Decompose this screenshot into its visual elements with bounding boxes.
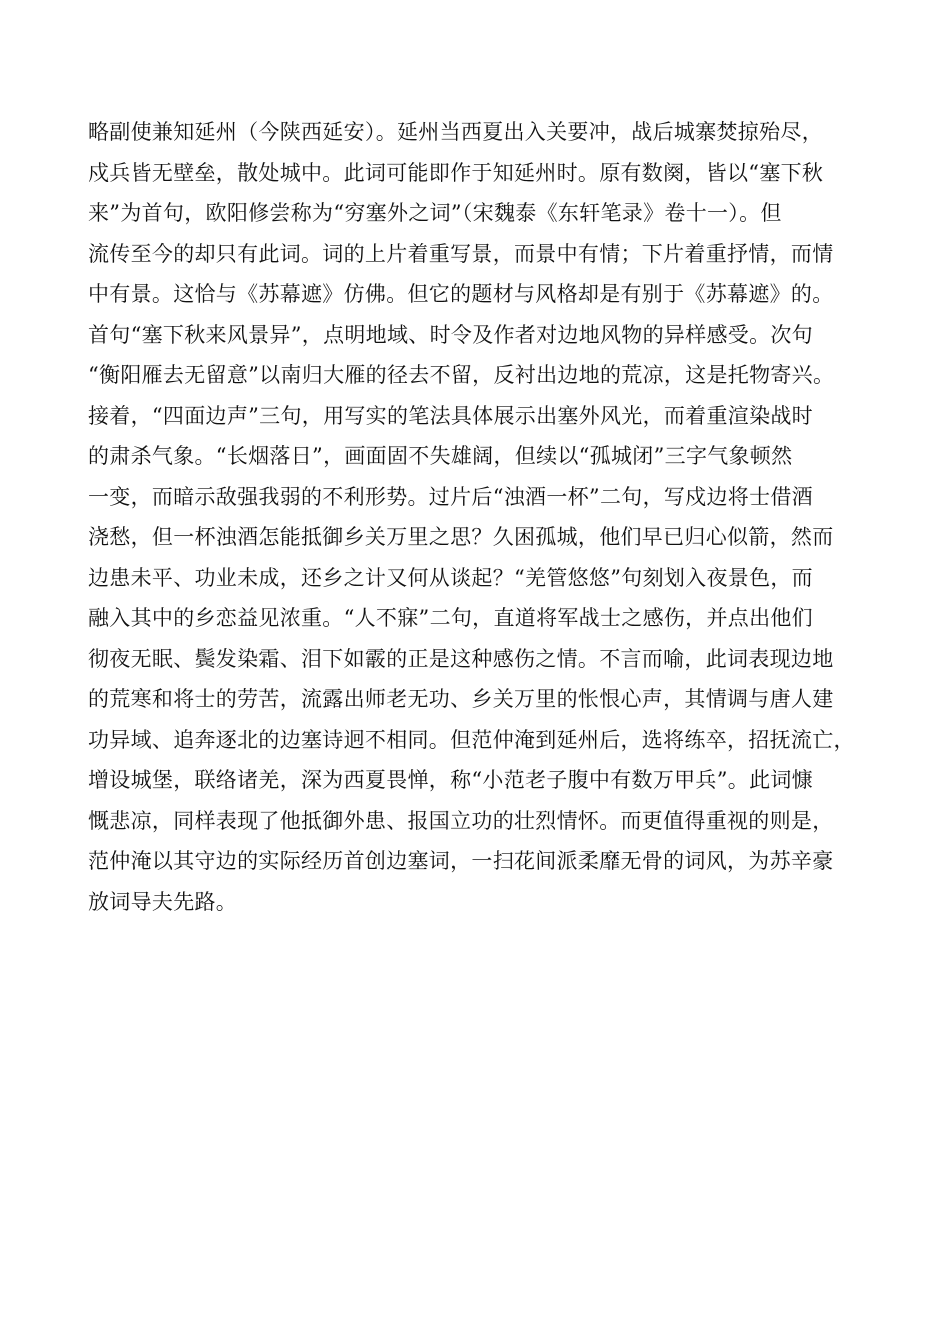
text-line: 首句“塞下秋来风景异”，点明地域、时令及作者对边地风物的异样感受。次句 xyxy=(88,322,813,347)
text-line: 范仲淹以其守边的实际经历首创边塞词，一扫花间派柔靡无骨的词风，为苏辛豪 xyxy=(88,849,834,873)
text-line: 中有景。这恰与《苏幕遮》仿佛。但它的题材与风格却是有别于《苏幕遮》的。 xyxy=(88,282,834,306)
text-line: 边患未平、功业未成，还乡之计又何从谈起？“羌管悠悠”句刻划入夜景色，而 xyxy=(88,565,813,590)
text-line: 的肃杀气象。“长烟落日”，画面固不失雄阔，但续以“孤城闭”三字气象顿然 xyxy=(88,444,793,468)
text-line: 来”为首句，欧阳修尝称为“穷塞外之词”（宋魏泰《东轩笔录》卷十一）。但 xyxy=(88,201,782,225)
text-line: 一变，而暗示敌强我弱的不利形势。过片后“浊酒一杯”二句，写戍边将士借酒 xyxy=(88,484,813,509)
text-line: 略副使兼知延州（今陕西延安）。延州当西夏出入关要冲，战后城寨焚掠殆尽， xyxy=(88,120,823,144)
text-line: 浇愁，但一杯浊酒怎能抵御乡关万里之思？久困孤城，他们早已归心似箭，然而 xyxy=(88,525,834,549)
text-line: 增设城堡，联络诸羌，深为西夏畏惮，称“小范老子腹中有数万甲兵”。此词慷 xyxy=(88,768,813,792)
text-line: 彻夜无眠、鬓发染霜、泪下如霰的正是这种感伤之情。不言而喻，此词表现边地 xyxy=(88,646,834,671)
text-line: 接着，“四面边声”三句，用写实的笔法具体展示出塞外风光，而着重渲染战时 xyxy=(88,403,813,428)
text-line: 戍兵皆无壁垒，散处城中。此词可能即作于知延州时。原有数阕，皆以“塞下秋 xyxy=(88,160,824,185)
text-line: 融入其中的乡恋益见浓重。“人不寐”二句，直道将军战士之感伤，并点出他们 xyxy=(88,606,813,630)
text-line: 慨悲凉，同样表现了他抵御外患、报国立功的壮烈情怀。而更值得重视的则是， xyxy=(88,808,834,833)
text-line: 的荒寒和将士的劳苦，流露出师老无功、乡关万里的怅恨心声，其情调与唐人建 xyxy=(88,687,834,711)
text-line: 流传至今的却只有此词。词的上片着重写景，而景中有情；下片着重抒情，而情 xyxy=(88,241,834,266)
body-paragraph xyxy=(88,112,888,922)
text-line: 放词导夫先路。 xyxy=(88,889,238,914)
text-line: “衡阳雁去无留意”以南归大雁的径去不留，反衬出边地的荒凉，这是托物寄兴。 xyxy=(88,363,835,387)
text-line: 功异域、追奔逐北的边塞诗迥不相同。但范仲淹到延州后，选将练卒，招抚流亡， xyxy=(88,727,855,752)
